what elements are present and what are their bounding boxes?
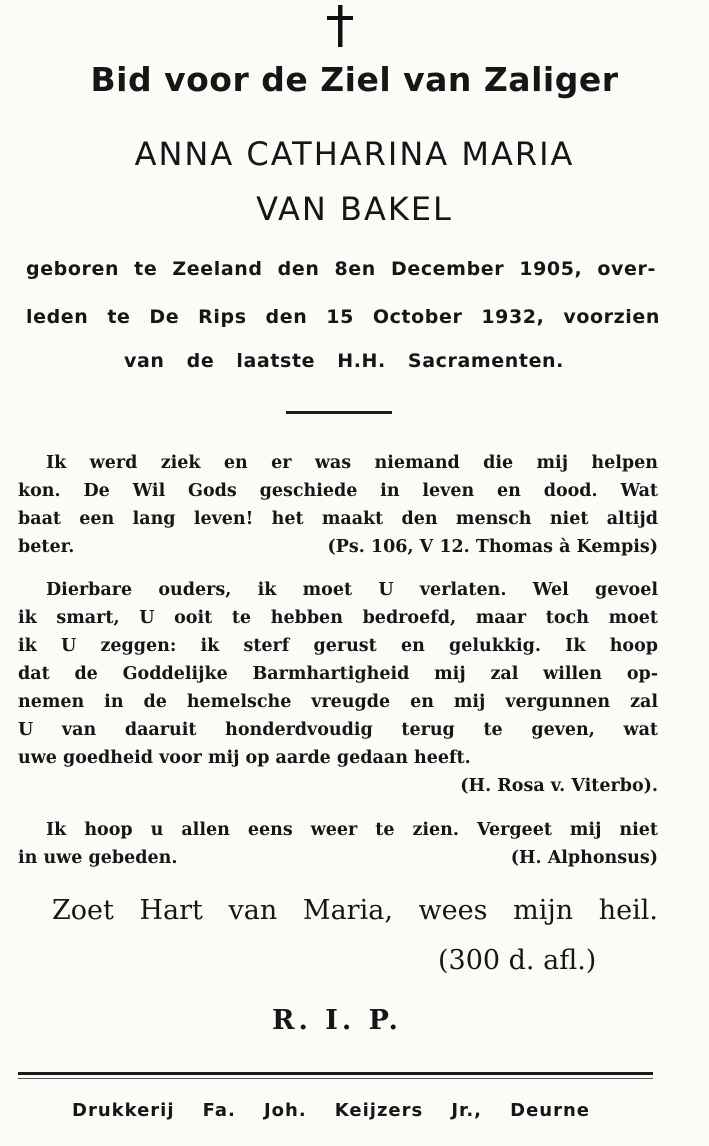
para3-line-2 <box>18 848 658 868</box>
para2-line-7: uwe goedheid voor mij op aarde gedaan heeft. <box>18 748 471 768</box>
para2-citation: (H. Rosa v. Viterbo). <box>460 776 658 796</box>
cross-icon <box>320 4 360 48</box>
para3-citation: (H. Alphonsus) <box>510 848 658 868</box>
footer-rule <box>18 1072 653 1075</box>
indulgence: (300 d. afl.) <box>438 945 597 976</box>
heading: Bid voor de Ziel van Zaliger <box>90 60 619 99</box>
footer-rule-thin <box>18 1078 653 1079</box>
rip: R. I. P. <box>272 1005 402 1036</box>
para3-line-2-left: in uwe gebeden. <box>18 848 178 868</box>
para1-line-3: baat een lang leven! het maakt den mensch niet altijd <box>18 509 658 529</box>
para2-line-5: nemen in de hemelsche vreugde en mij vergunnen zal <box>18 692 658 712</box>
birth-line-1: geboren te Zeeland den 8en December 1905, over- <box>26 258 656 280</box>
para1-line-4 <box>18 537 658 557</box>
divider <box>286 411 392 414</box>
para1-line-1: Ik werd ziek en er was niemand die mij helpen <box>46 453 658 473</box>
birth-line-2: leden te De Rips den 15 October 1932, voorzien <box>26 306 660 328</box>
para1-line-4-left: beter. <box>18 537 75 557</box>
para3-line-1: Ik hoop u allen eens weer te zien. Vergeet mij niet <box>46 820 658 840</box>
para2-line-1: Dierbare ouders, ik moet U verlaten. Wel gevoel <box>46 580 658 600</box>
printer-credit: Drukkerij Fa. Joh. Keijzers Jr., Deurne <box>72 1100 590 1121</box>
para2-line-6: U van daaruit honderdvoudig terug te geven, wat <box>18 720 658 740</box>
para1-line-2: kon. De Wil Gods geschiede in leven en dood. Wat <box>18 481 658 501</box>
para2-line-3: ik U zeggen: ik sterf gerust en gelukkig. Ik hoop <box>18 636 658 656</box>
name-line-1: ANNA CATHARINA MARIA <box>134 135 575 173</box>
name-line-2: VAN BAKEL <box>256 190 453 228</box>
para2-line-2: ik smart, U ooit te hebben bedroefd, maar toch moet <box>18 608 658 628</box>
prayer-line: Zoet Hart van Maria, wees mijn heil. <box>52 895 658 926</box>
para1-citation: (Ps. 106, V 12. Thomas à Kempis) <box>327 537 658 557</box>
birth-line-3: van de laatste H.H. Sacramenten. <box>124 350 564 372</box>
para2-line-4: dat de Goddelijke Barmhartigheid mij zal willen op- <box>18 664 658 684</box>
